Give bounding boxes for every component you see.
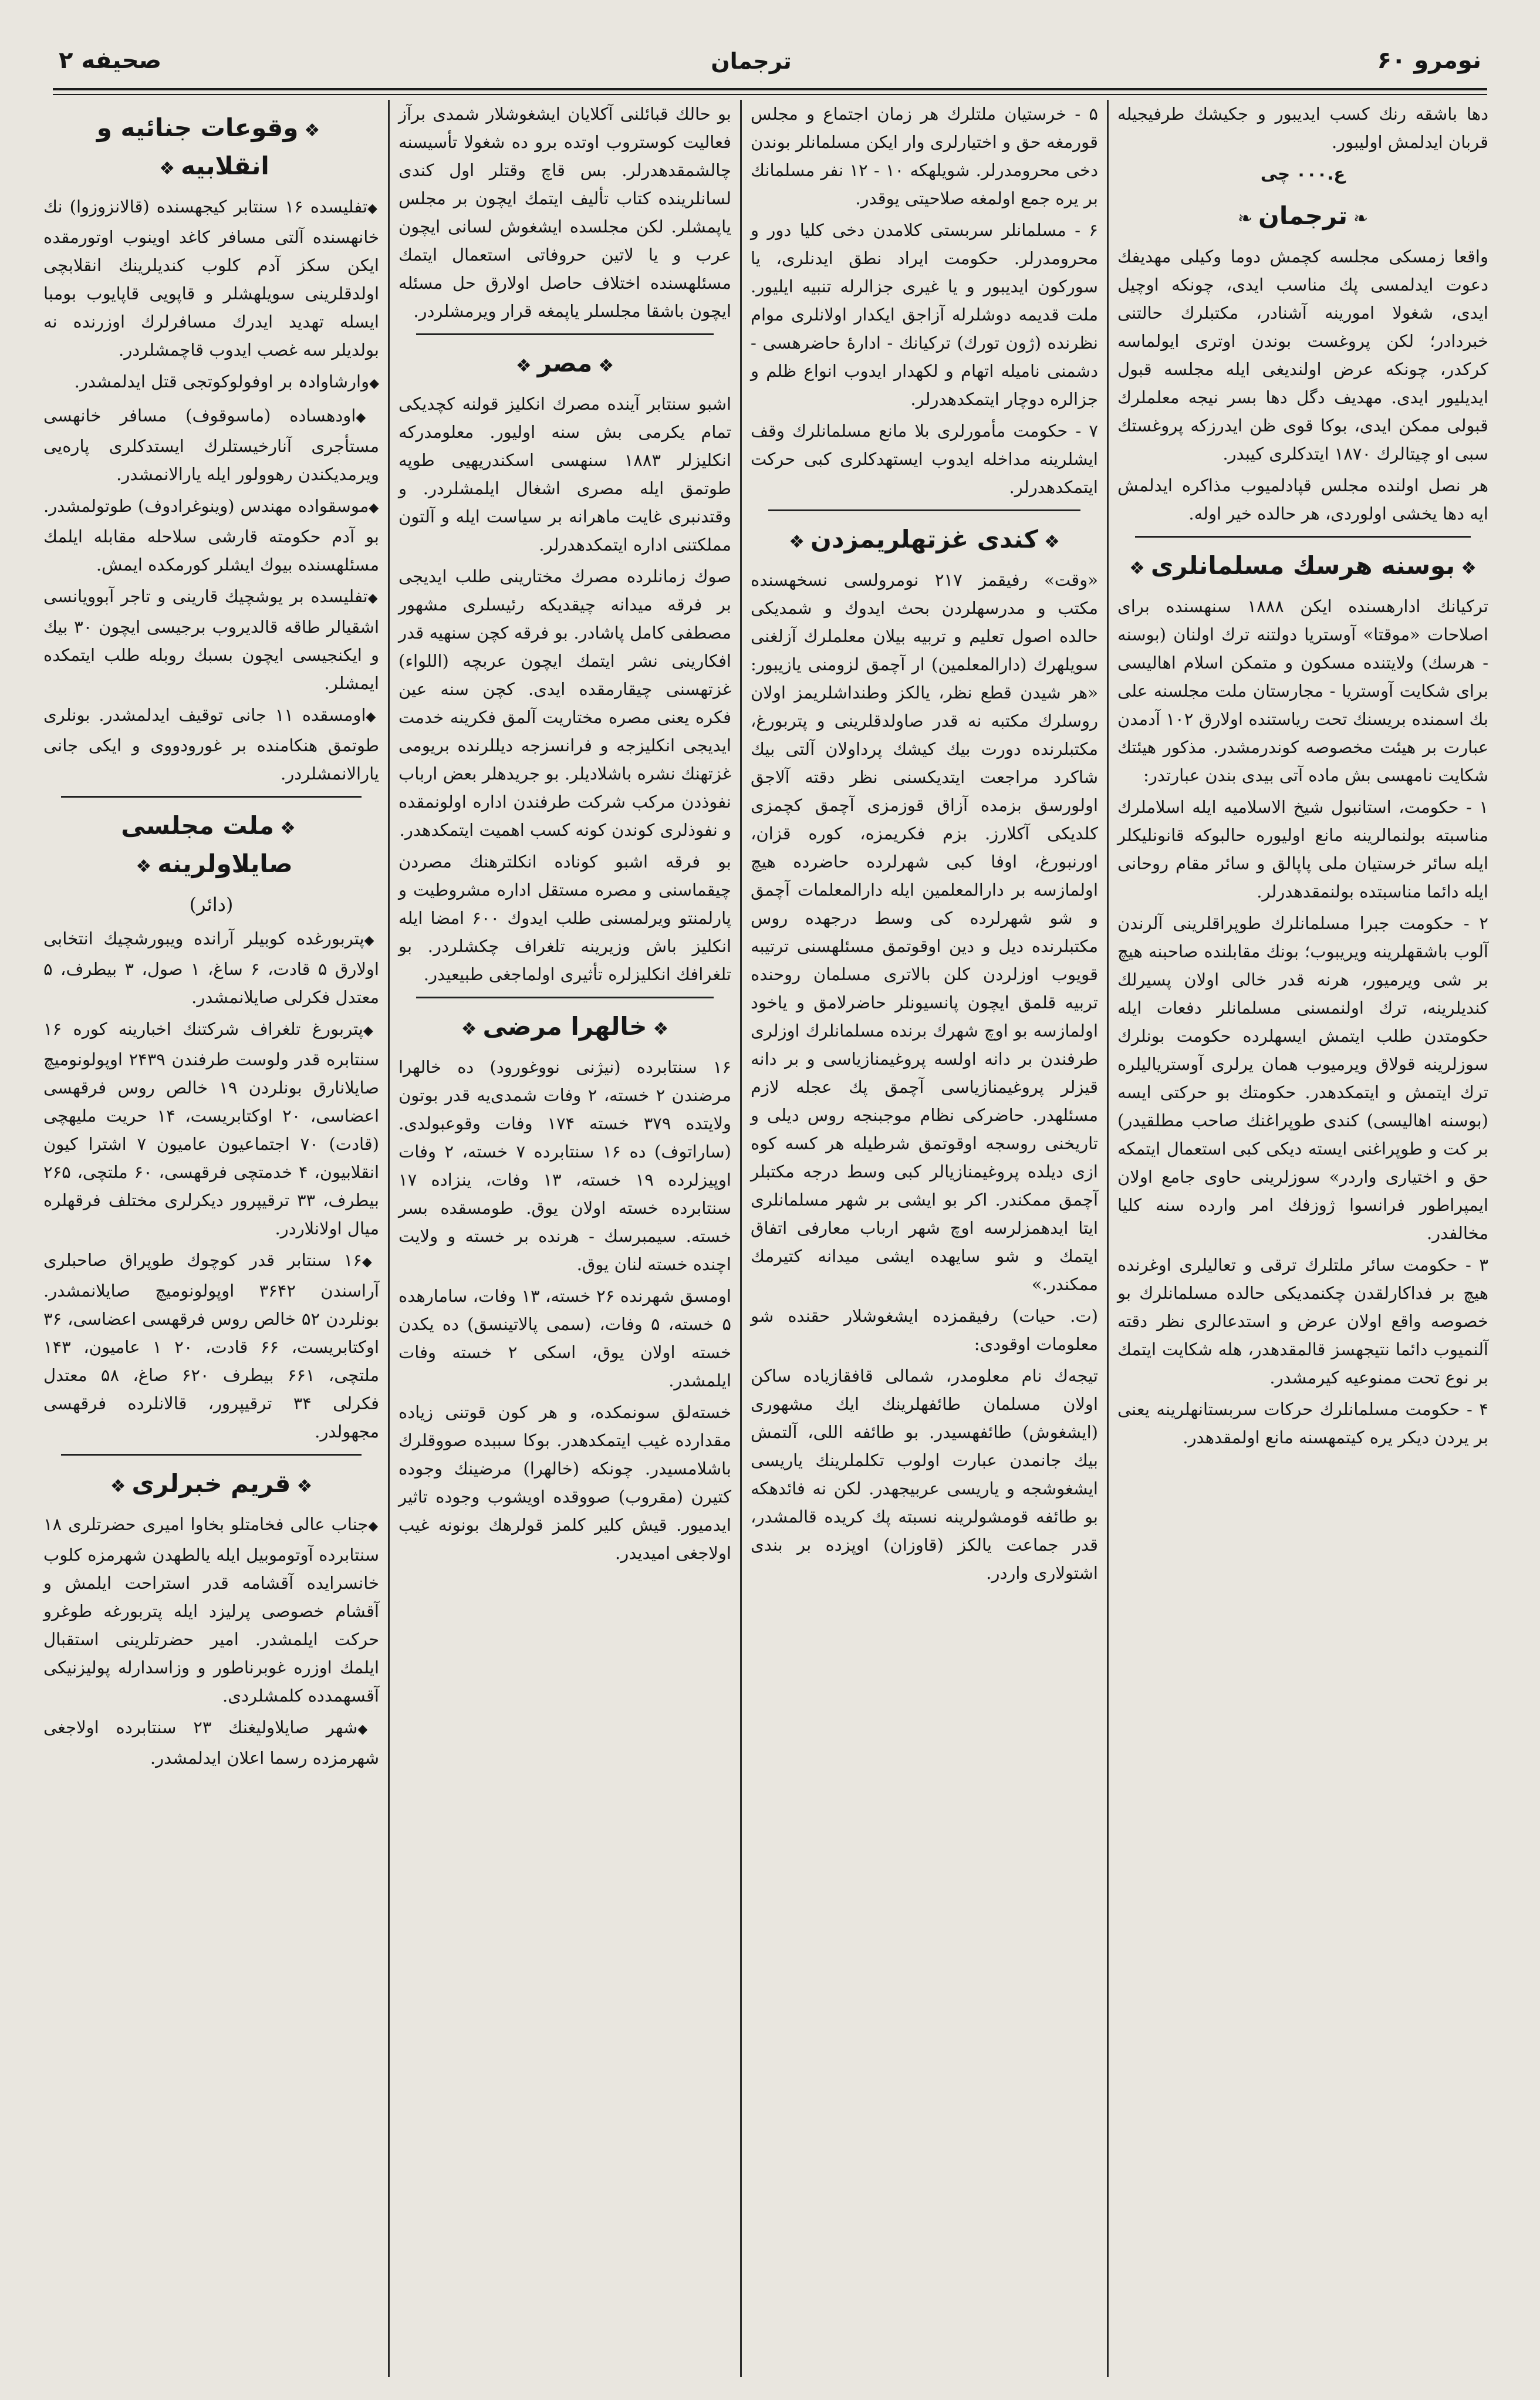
news-item: ◆ پتربورغده کوبیلر آرانده ویبورشچیك انتخابی اولارق ۵ قادت، ۶ ساغ، ۱ صول، ۳ بیطرف، ۵ معتدل فکرلی صایلانمشدر.	[43, 924, 379, 1011]
section-heading: ❧ترجمان❧	[1237, 201, 1369, 230]
column-4	[35, 100, 387, 2377]
ornament-icon: ❖	[515, 356, 532, 376]
article-paragraph: ۳ - حکومت سائر ملتلرك ترقی و تعالیلری اوغرنده هیچ بر فداکارلقدن چکنمدیکی حالده مسلمانلرك بو خصوصه واقع اولان عرض و استدعالری نظر دقته آلنمیوب دائما نتیجهسز قالمقدهدر، هله شکایت ایتمك بر نوع تحت ممنوعیه کیرمشدر.	[1117, 1255, 1488, 1388]
section-heading: ❖ملت مجلسی صایلاولرینه❖	[121, 811, 296, 878]
column-divider	[388, 100, 390, 2377]
ornament-icon: ❖	[279, 818, 296, 839]
article-paragraph: ۴ - حکومت مسلمانلرك حرکات سربستانهلرینه یعنی بر یردن دیکر یره کیتمهسنه مانع اولمقدهدر.	[1117, 1399, 1488, 1447]
article-paragraph: بو حالك قبائلنی آکلایان ایشغوشلار شمدی برآز فعالیت کوستروب اوتده برو ده شغولا تأسیسنه چالشمقدهدرلر. بس قاچ وقتلر اول کندی لسانلرینده کتاب تألیف ایتمك ایچون بر مجلس یاپمشلر. لکن مجلسده ایشغوش لسانی ایچون عرب و یا لاتین حروفاتی استعمال ایتمك مسئلهسنده اختلاف حاصل اولارق حل مسئله ایچون باشقا مجلسلر یاپمغه قرار ویرمشلردر.	[398, 104, 731, 321]
page-label: صحیفه ۲	[59, 47, 162, 74]
article-paragraph: اشبو سنتابر آینده مصرك انکلیز قولنه کچدیکی تمام یکرمی بش سنه اولیور. معلومدرکه انکلیزلر ۱۸۸۳ سنهسی اسکندریهیی طوپه طوتمق ایله مصری اشغال ایلمشلردر. و وقتدنبری غایت ماهرانه بر سیاست ایله و آلتون مملکتنی اداره ایتمکدهدرلر.	[398, 394, 731, 555]
article-paragraph: ۵ - خرستیان ملتلرك هر زمان اجتماع و مجلس قورمغه حق و اختیارلری وار ایکن مسلمانلر بوندن دخی محرومدرلر. شویلهکه ۱۰ - ۱۲ نفر مسلمانك بر یره جمع اولمغه صلاحیتی یوقدر.	[751, 104, 1099, 208]
article-paragraph: اومسق شهرنده ۲۶ خسته، ۱۳ وفات، سامارهده ۵ خسته، ۵ وفات، (سمی پالاتینسق) ده یکدن خسته اولان یوق، اسکی ۲ خسته وفات ایلمشدر.	[398, 1286, 731, 1390]
article-paragraph: ۱ - حکومت، استانبول شیخ الاسلامیه ایله اسلاملرك مناسبته بولنمالرینه مانع اولیوره حالبوکه قانونلیکلر ایله سائر خرستیان ملی پاپالق و سائر مقام روحانی ایله دائما مناسبتده بولنمقدهدرلر.	[1117, 797, 1488, 902]
section-heading: ❖وقوعات جنائیه و انقلابیه❖	[96, 113, 320, 180]
ornament-icon: ❖	[653, 1019, 669, 1039]
news-item: ◆ تفلیسده ۱۶ سنتابر کیجهسنده (قالانزوزوا) نك خانهسنده آلتی مسافر کاغد اوینوب اوتورمقده ایکن سکز آدم کلوب کندیلرینك انقلابچی اولدقلرینی سویلهشلر و قاپویی قاپایوب بومبا ایسله تهدید ایدرك مسافرلرك اوزرنده نه بولدیلر سه غصب ایدوب قاچمشلردر.	[43, 193, 379, 364]
news-item: ◆ تفلیسده بر یوشچیك قارینی و تاجر آبوویانسی اشقیالر طاقه قالدیروب برجیسی ایچون ۳۰ بیك و ایکنجیسی ایچون بسبك روبله طلب ایتمکده ایمشلر.	[43, 582, 379, 697]
masthead	[41, 29, 1499, 100]
masthead-rule	[53, 88, 1487, 95]
section-subheading: (دائر)	[189, 893, 234, 916]
article-paragraph: واقعا زمسکی مجلسه کچمش دوما وکیلی مهدیفك دعوت ایدلمسی پك مناسب ایدی، چونكه اوچیل ایدی، شغولا امورینه آشنادر، مکتبلرك حالتنی خبردادر؛ لکن پروغست بوندن اوتری ایولماسه کرکدر، چونكه عرض اولندیغی ایله مجلسه قبول ایدیلیور ایدی. مهدیف دگل دها بسر نیجه معلملرك قبولی ممکن ایدی، بوکا قوی ظن ایدرزکه پروغستك سبی او چیتالرك ۱۸۷۰ ایتدکلری کیبدر.	[1117, 247, 1488, 464]
ornament-icon: ❖	[296, 1476, 313, 1497]
section-separator	[61, 796, 362, 798]
article-paragraph: خسته‌لق سونمکده، و هر کون قوتنی زیاده مقدارده غیب ایتمکدهدر. بوکا سببده صووقلرك باشلامسیدر. چونکه (خالهرا) مرضینك وجوده کتیرن (مقروب) صووقده اویشوب وجوده تاثیر ایدمیور. قیش کلیر کلمز قولرهك بونونه غیب اولاجغی امیدیدر.	[398, 1402, 731, 1563]
news-item: ◆ وارشاوادہ بر اوفولوکوتجی قتل ایدلمشدر.	[43, 367, 379, 398]
ornament-icon: ❖	[1129, 558, 1145, 579]
column-2	[742, 100, 1106, 2377]
article-paragraph: دها باشقه رنك کسب ایدیبور و جکیشك طرفیجیله قربان ایدلمش اولیبور.	[1117, 104, 1488, 152]
news-item: ◆ اودهساده (ماسوقوف) مسافر خانهسی مستأجری آنارخیستلرك ایستدکلری پاره‌یی ویرمدیکندن رهوولور ایله یارالانمشدر.	[43, 401, 379, 488]
ornament-icon: ❖	[159, 158, 175, 179]
article-paragraph: (ت. حیات) رفیقمزده ایشغوشلار حقنده شو معلومات اوقودی:	[751, 1306, 1098, 1354]
issue-number: نومرو ۶۰	[1377, 47, 1481, 74]
ornament-icon: ❖	[461, 1019, 477, 1039]
section-separator	[61, 1454, 362, 1456]
news-item: ◆ اومسقده ۱۱ جانی توقیف ایدلمشدر. بونلری طوتمق هنکامنده بر غورودووی و ایکی جانی یارالانمشلردر.	[43, 701, 379, 788]
section-heading: ❖بوسنه هرسك مسلمانلری❖	[1129, 551, 1477, 580]
section-heading: ❖کندی غزتهلریمزدن❖	[789, 525, 1060, 553]
news-item: ◆ ۱۶ سنتابر قدر کوچوك طوپراق صاحبلری آراسندن ۳۶۴۲ اوپولونومیچ صایلانمشدر. بونلردن ۵۲ خالص روس فرقهسی اعضاسی، ۳۶ اوکتابریست، ۶۶ قادت، ۲۰ ۱ عامیون، ۱۴۳ ملتچی، ۶۶۱ بیطرف ۶۲۰ صاغ، ۵۸ معتدل فکرلی ۳۴ ترقیپرور، قالانلرده فرقهسی مجهولدر.	[43, 1246, 379, 1446]
ornament-icon: ❖	[110, 1476, 126, 1497]
section-heading: ❖خالهرا مرضی❖	[461, 1012, 669, 1041]
ornament-icon: ❖	[304, 120, 320, 141]
article-paragraph: هر نصل اولنده مجلس قپادلمیوب مذاکره ایدلمش ایه دها یخشی اولوردی، هر حالده خیر اوله.	[1117, 475, 1488, 524]
news-item: ◆ جناب عالی فخامتلو بخاوا امیری حضرتلری ۱۸ سنتابرده آوتوموبیل ایله یالطهدن شهرمزه کلوب خانسرایده آقشامه قدر استراحت ایلمش و آقشام خصوصی پرلیزد ایله پتربورغه طوغرو حرکت ایلمشدر. امیر حضرتلرینی استقبال ایلمك اوزره غوبرناطور و وزاسدارله پولیزنیکی آقسهمدده کلمشلردی.	[43, 1510, 379, 1710]
column-divider	[740, 100, 742, 2377]
paper-name: ترجمان	[711, 48, 792, 74]
article-paragraph: ۶ - مسلمانلر سربستی کلامدن دخی کلیا دور و محرومدرلر. حکومت ایراد نطق ایدنلری، یا سورکون ایدیبور و یا غیری جزالرله تنبیه ایلیور. ملت قدیمه دوشلرله آزاجق ایکدار اولانلری موام نظرنده (ژون تورك) ترکیانك - ادارهٔ حاضرهسی - دشمنی نامیله اتهام و لکهدار ایدوب انواع ظلم و جزالره دوچار ایتمکدهدرلر.	[751, 220, 1098, 409]
article-paragraph: ترکیانك ادارهسنده ایکن ۱۸۸۸ سنهسنده برای اصلاحات «موقتا» آوستریا دولتنه ترك اولنان (بوسنه - هرسك) ولایتنده مسکون و متمکن اسلام اهالیسی برای شکایت آوستریا - مجارستان ملت مجلسنه علی بك اسمنده بریسنك تحت ریاستنده اولارق ۱۰۲ آدمدن عبارت بر هیئت مخصوصه کوندرمشدر. مذکور هیئتك شکایت نامهسی بش ماده آتی بیدی بندن عبارتدر:	[1117, 596, 1488, 785]
section-separator	[768, 509, 1080, 511]
article-paragraph: ۱۶ سنتابرده (نیژنی نووغورود) ده خالهرا مرضندن ۲ خسته، ۲ وفات شمدی‌یه قدر بوتون ولایتده ۳۷۹ خسته ۱۷۴ وفات وقوعبولدی. (ساراتوف) ده ۱۶ سنتابرده ۷ خسته، ۲ وفات اوپیزلرده ۱۹ خسته، ۱۳ وفات، ینزاده ۱۷ سنتابرده خسته اولان یوق. طومسقده بسر خسته. سیمبرسك - هرنده بر خسته و ولایت اچنده خسته لنان یوق.	[398, 1057, 731, 1274]
column-3	[390, 100, 739, 2377]
article-paragraph: بو فرقه اشبو کوناده انکلترهنك مصردن چیقماسنی و مصره مستقل اداره مشروطیت و پارلمنتو ویرلمسنی طلب ایدوك ۶۰۰ امضا ایله انکلیز باش وزیرینه تلغراف چکشلردر. بو تلغرافك انکلیزلره تأثیری اولماجغی طبیعیدر.	[398, 852, 731, 984]
column-divider	[1107, 100, 1109, 2377]
section-separator	[1135, 536, 1471, 538]
article-paragraph: صوك زمانلرده مصرك مختارینی طلب ایدیجی بر فرقه میدانه چیقدیکه رئیسلری مشهور مصطفی کامل پاشادر. بو فرقه کچن سنهیه قدر افکارینی نشر ایتمك ایچون عربچه (اللواء) غزتهسنی چیقارمقده ایدی. کچن سنه عین فکره یعنی مصره مختاریت آلمق فکرینه خدمت ایدیجی انکلیزجه و فرانسزجه دیللرنده بریومی غزتهنك نشره باشلادیلر. بو جریدهلر بعض ارباب نفوذدن مرکب شرکت طرفندن اداره اولونمقده و نفوذلری کوندن کونه کسب اهمیت ایتمکدهدر.	[398, 566, 731, 840]
ornament-icon: ❧	[1353, 208, 1369, 229]
ornament-icon: ❖	[598, 356, 614, 376]
news-item: ◆ شهر صایلاولیغنك ۲۳ سنتابرده اولاجغی شهرمزده رسما اعلان ایدلمشدر.	[43, 1713, 379, 1772]
section-heading: ❖قریم خبرلری❖	[110, 1469, 313, 1498]
ornament-icon: ❖	[1461, 558, 1477, 579]
ornament-icon: ❖	[136, 856, 152, 877]
news-item: ◆ پتربورغ تلغراف شرکتنك اخبارینه کوره ۱۶ سنتابره قدر ولوست طرفندن ۲۴۳۹ اوپولونومیچ صایلانارق بونلردن ۱۹ خالص روس فرقهسی اعضاسی، ۲۰ اوکتابریست، ۱۴ حریت ملیهچی (قادت) ۷۰ اجتماعیون عامیون ۷ اشترا کیون انقلابیون، ۴ خدمتچی فرقهسی، ۶۰ ملتچی، ۲۶۵ بیطرف، ۳۳ ترقیپرور دیکرلری مختلف فرقهلره میال اولانلاردر.	[43, 1015, 379, 1243]
section-heading: ❖مصر❖	[515, 349, 614, 377]
column-1	[1109, 100, 1497, 2377]
article-signature: ع.۰۰۰ چی	[1260, 164, 1346, 184]
article-paragraph: ۷ - حکومت مأمورلری بلا مانع مسلمانلرك وقف ایشلرینه مداخله ایدوب ایستهدکلری کبی حرکت ایتمکدهدرلر.	[751, 421, 1098, 497]
ornament-icon: ❖	[1044, 532, 1060, 552]
article-paragraph: تیجه‌ك نام معلومدر، شمالی قافقازیاده ساکن اولان مسلمان طائفهلرینك ایك مشهوری (ایشغوش) طائفهسیدر. بو طائفه اللی، آلتمش بیك جانمدن عبارت اولوب تکلملرینك یاریسی ایشغوشجه و یاریسی عربیجهدر. لکن نه فائدهکه بو طائفه قومشولرینه نسبته پك کریده قالمشدر، قدر جماعت یالکز (قاوزان) اوپزده بر بندی اشتولاری واردر.	[751, 1366, 1098, 1583]
article-paragraph: ۲ - حکومت جبرا مسلمانلرك طوپراقلرینی آلرندن آلوب باشقهلرینه ویریبوب؛ بونك مقابلنده صاحبنه هیچ بر شی ویرمیور، هرنه قدر خالی اولان پسیرلك کندیلرینه، ترك اولنمسنی مسلمانلر دفعات ایله حکومتدن طلب ایتمش ایسهلرده حکومت بونلرك سوزلرینه قولاق ویرمیوب همان یرلری آوستریالیلره ترك ایتمش و ایتمکدهدر. حکومتك بو حرکتی ایسه (بوسنه اهالیسی) کندی طوپراغنك صاحب مطلقیدر) بر کت و طوپراغنی ایسته دیکی کبی استعمال ایتمکه حق و اختیاری واردر» سوزلرینی حاوی جامع اولان ایمپراطور فرانسوا ژوزفك امر وارده سنه کلیا مخالفدر.	[1117, 913, 1488, 1243]
section-separator	[416, 333, 714, 335]
section-separator	[416, 997, 714, 998]
ornament-icon: ❧	[1237, 208, 1253, 229]
ornament-icon: ❖	[789, 532, 805, 552]
news-item: ◆ موسقواده مهندس (وینوغرادوف) طوتولمشدر. بو آدم حکومته قارشی سلاحله مقابله ایلمك مسئلهسنده بیوك ایشلر کورمکده ایمش.	[43, 492, 379, 579]
article-paragraph: «وقت» رفیقمز ۲۱۷ نومرولسی نسخهسنده مکتب و مدرسهلردن بحث ایدوك و شمدیکی حالده اصول تعلیم و تربیه بیلان معلملرك آزلغنی سویلهرك (دارالمعلمین) ار آچمق لزومنی یازیبور: «هر شیدن قطع نظر، یالکز وطنداشلریمز اولان روسلرك مکتبه نه قدر صاولدقلرینی و پتربورغ، مکتبلرنده دورت بیك کیشك پرداولان آلتی بیك شاکرد مراجعت ایتدیکسنی نظر دقته آلاجق اولورسق بزمده آزاق قوزمزی آچمق کچمزی کلدیکی آکلارز. بزم فکریمزه، کوره قزان، اورنبورغ، اوفا کبی شهرلرده حاضرده هیچ اولمازسه بر دارالمعلمین ایله دارالمعلمات آچمق و شو شهرلرده کی وسط درجهده روس مکتبلرنده دیل و دین اوقوتمق مسئلهسنی ترتیبه قویوب اوزلردن کلن بالاتری مسلمان روحنده تربیه قلمق ایچون پانسیونلر حاضرلامق و یاخود اولمازسه بو اوچ شهرك برنده مسلمانلرك اوزلری طرفندن بر دانه اولسه پروغیمنازیاسی و بر دانه قیزلر پروغیمنازیاسی آچمق پك عجله لازم مسئلهدر. حاضرکی نظام موجبنجه روس دیلی و تاریخنی روسجه اوقوتمق شرطیله هر کسه کوه ازی دیلده پروغیمنازیالر کبی وسط درجه مکتبلر آچمق ممکندر. اکر بو ایشی بر شهر مسلمانلری ایتا ایدهمزلرسه اوچ شهر ارباب معارفی اتفاق ایتمك و شو سایهده ایشی میدانه کتیرمك ممکندر.»	[751, 570, 1098, 1294]
